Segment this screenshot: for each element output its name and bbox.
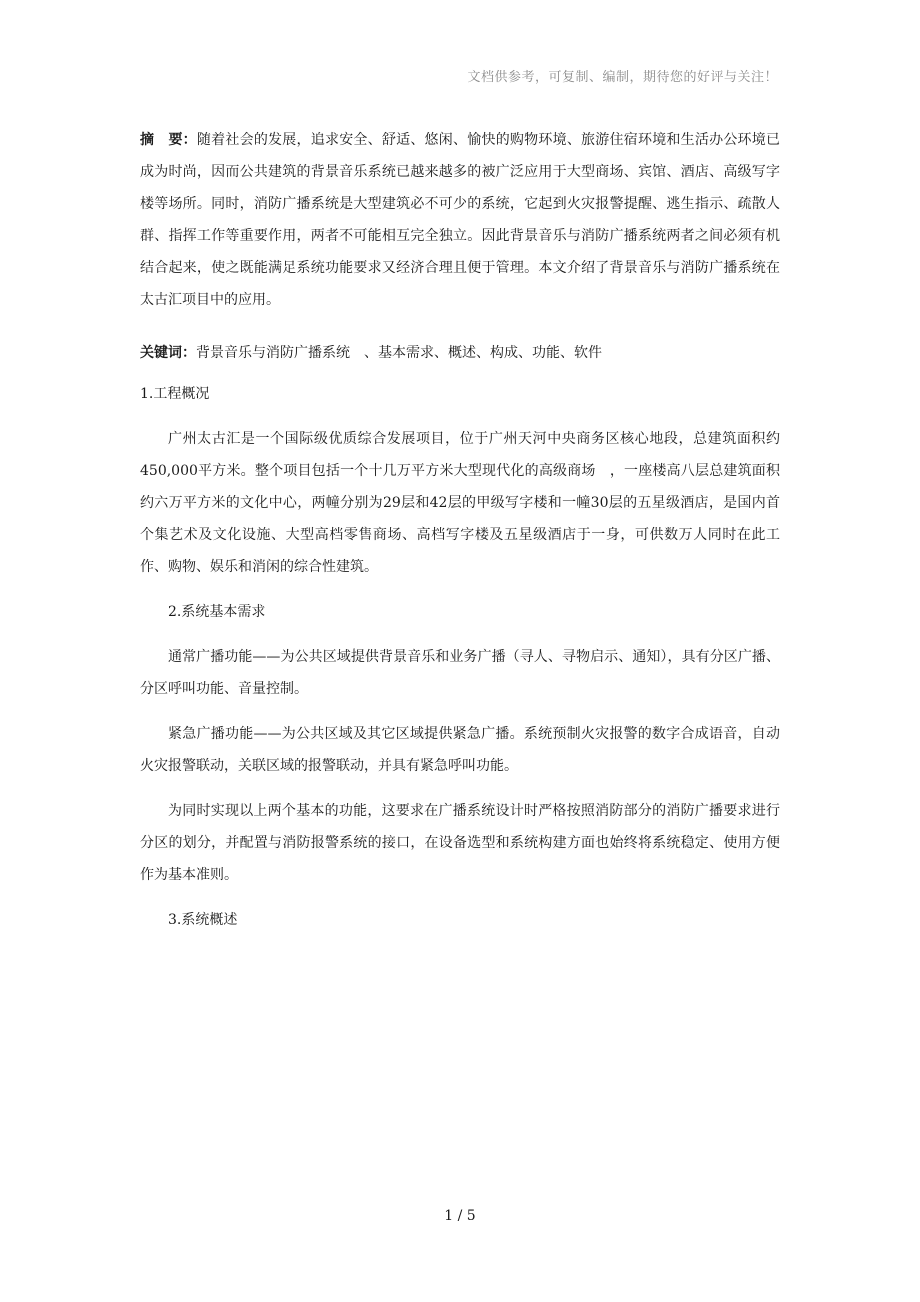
keywords-text: 背景音乐与消防广播系统 、基本需求、概述、构成、功能、软件 [196,345,602,361]
section-2-paragraph-3: 为同时实现以上两个基本的功能，这要求在广播系统设计时严格按照消防部分的消防广播要求进行分区的划分，并配置与消防报警系统的接口，在设备选型和系统构建方面也始终将系统稳定、使用方便作为基本准则。 [140,803,780,883]
section-1-paragraph: 广州太古汇是一个国际级优质综合发展项目，位于广州天河中央商务区核心地段，总建筑面积约450,000平方米。整个项目包括一个十几万平方米大型现代化的高级商场 ，一座楼高八层总建筑面积约六万平方米的文化中心，两幢分别为29层和42层的甲级写字楼和一幢30层的五星级酒店，是国内首个集艺术及文化设施、大型高档零售商场、高档写字楼及五星级酒店于一身，可供数万人同时在此工作、购物、娱乐和消闲的综合性建筑。 [140,431,780,575]
section-2-heading: 2.系统基本需求 [168,604,266,620]
abstract-label: 摘 要： [140,132,197,148]
header-note: 文档供参考，可复制、编制，期待您的好评与关注！ [467,70,778,85]
abstract-paragraph [140,124,780,316]
page-number: 1 / 5 [444,1208,476,1224]
section-2-paragraph-1: 通常广播功能——为公共区域提供背景音乐和业务广播（寻人、寻物启示、通知），具有分区广播、分区呼叫功能、音量控制。 [140,649,780,697]
keywords-label: 关键词： [140,345,196,361]
abstract-text: 随着社会的发展，追求安全、舒适、悠闲、愉快的购物环境、旅游住宿环境和生活办公环境已成为时尚，因而公共建筑的背景音乐系统已越来越多的被广泛应用于大型商场、宾馆、酒店、高级写字楼等场所。同时，消防广播系统是大型建筑必不可少的系统，它起到火灾报警提醒、逃生指示、疏散人群、指挥工作等重要作用，两者不可能相互完全独立。因此背景音乐与消防广播系统两者之间必须有机结合起来，使之既能满足系统功能要求又经济合理且便于管理。本文介绍了背景音乐与消防广播系统在太古汇项目中的应用。 [140,132,781,308]
section-3-heading: 3.系统概述 [168,912,238,928]
document-body [140,124,780,936]
section-1-heading: 1.工程概况 [140,386,210,402]
section-2-paragraph-2: 紧急广播功能——为公共区域及其它区域提供紧急广播。系统预制火灾报警的数字合成语音，自动火灾报警联动，关联区域的报警联动，并具有紧急呼叫功能。 [140,726,780,774]
keywords-paragraph [140,337,780,369]
